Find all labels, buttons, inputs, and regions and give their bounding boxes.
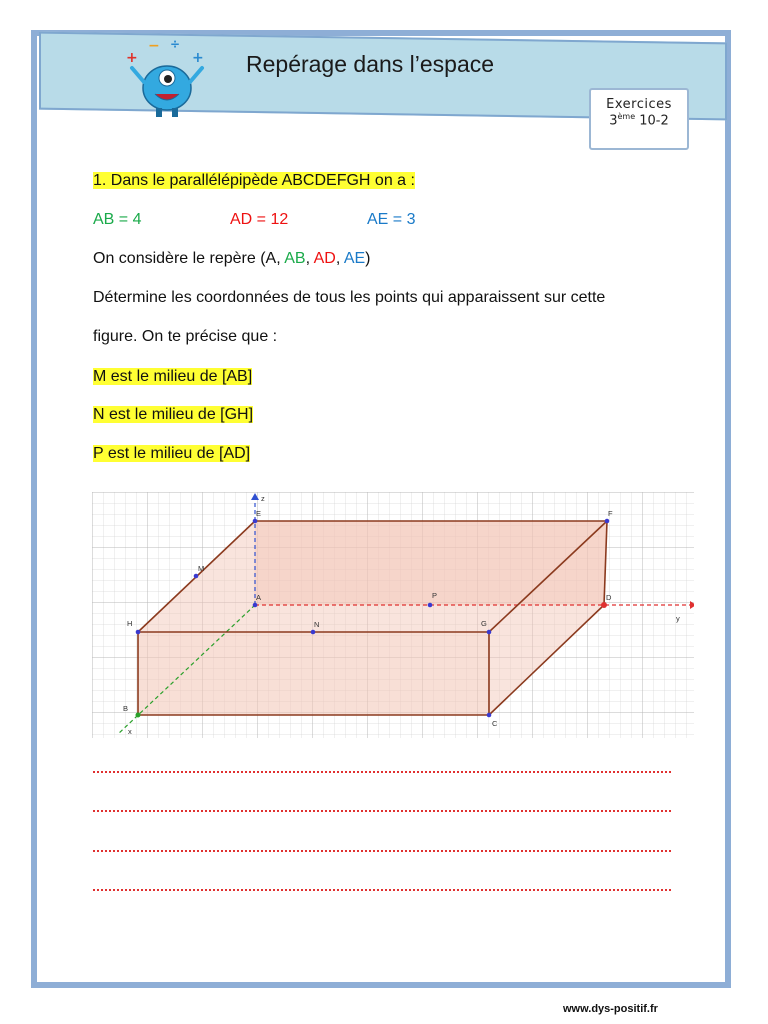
ad-value: AD = 12 <box>230 211 289 228</box>
label-g: G <box>481 619 487 628</box>
label-y-axis: y <box>676 614 680 623</box>
monster-mascot-icon <box>122 38 210 120</box>
svg-text:÷: ÷ <box>170 38 181 51</box>
instruction-line-2: figure. On te précise que : <box>93 328 278 345</box>
label-e: E <box>256 509 262 518</box>
label-p: P <box>432 591 438 600</box>
answer-line-1[interactable] <box>93 769 671 773</box>
label-h: H <box>127 619 133 628</box>
label-c: C <box>492 719 498 728</box>
instruction-line-1: Détermine les coordonnées de tous les points qui apparaissent sur cette <box>93 289 606 306</box>
label-m: M <box>198 564 205 573</box>
repere-line: On considère le repère (A, AB, AD, AE) <box>93 250 371 267</box>
label-z-axis: z <box>261 494 265 503</box>
question-heading: 1. Dans le parallélépipède ABCDEFGH on a : <box>93 172 415 189</box>
footer-url: www.dys-positif.fr <box>563 1003 658 1015</box>
ab-value: AB = 4 <box>93 211 142 228</box>
answer-line-4[interactable] <box>93 887 671 891</box>
n-definition: N est le milieu de [GH] <box>93 406 254 423</box>
p-definition: P est le milieu de [AD] <box>93 445 251 462</box>
page-title: Repérage dans l’espace <box>246 51 495 77</box>
label-x-axis: x <box>128 727 132 736</box>
label-f: F <box>608 509 613 518</box>
ae-value: AE = 3 <box>367 211 416 228</box>
label-d: D <box>606 593 612 602</box>
exercise-badge <box>589 88 689 150</box>
svg-text:−: − <box>148 38 160 54</box>
label-b: B <box>123 704 129 713</box>
svg-text:+: + <box>192 50 204 66</box>
face-front <box>138 632 489 715</box>
m-definition: M est le milieu de [AB] <box>93 368 253 385</box>
exercise-label: Exercices <box>606 97 672 112</box>
answer-line-2[interactable] <box>93 808 671 812</box>
answer-line-3[interactable] <box>93 848 671 852</box>
exercise-code: 3ème 10-2 <box>609 112 669 129</box>
label-n: N <box>314 620 320 629</box>
label-a: A <box>256 593 262 602</box>
svg-text:+: + <box>126 50 138 66</box>
parallelepiped-figure <box>92 492 694 738</box>
